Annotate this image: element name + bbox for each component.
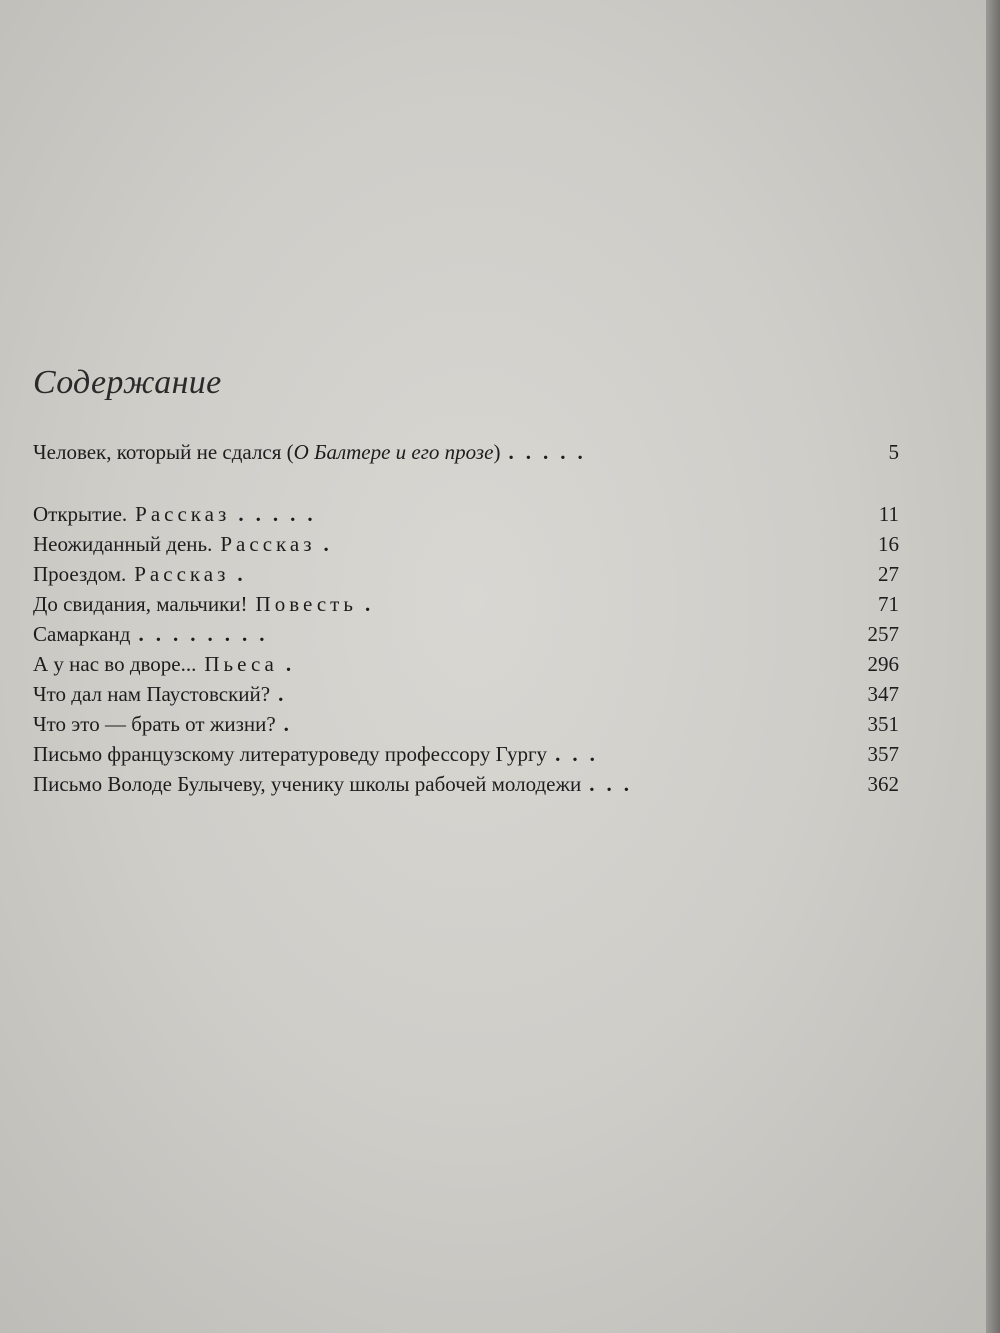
dot-leader: .	[283, 712, 301, 736]
toc-entry	[33, 649, 899, 679]
page-number: 27	[878, 562, 899, 586]
dot-leader: .	[364, 592, 383, 616]
page-edge	[986, 0, 1000, 1333]
toc-entry-text	[33, 440, 595, 465]
page-number: 351	[867, 712, 899, 736]
dot-leader: .	[237, 562, 255, 586]
entry-title: А у нас во дворе...	[33, 652, 197, 676]
entry-title: Проездом.	[33, 562, 127, 586]
entry-genre: Повесть	[255, 592, 357, 616]
page-number: 71	[878, 592, 899, 616]
page-number: 257	[867, 622, 899, 646]
entry-subtitle: О Балтере и его прозе	[293, 440, 494, 464]
toc-entry-text	[33, 772, 641, 797]
toc-entry-text	[33, 712, 301, 737]
entry-genre: Пьеса	[204, 652, 278, 676]
page-number: 362	[867, 772, 899, 796]
dot-leader: .	[285, 652, 304, 676]
entry-title: До свидания, мальчики!	[33, 592, 248, 616]
entry-genre: Рассказ	[135, 502, 231, 526]
toc-entry-text	[33, 562, 255, 587]
entry-title: Открытие.	[33, 502, 128, 526]
entry-title: Что дал нам Паустовский?	[33, 682, 271, 706]
toc-entry-text	[33, 622, 276, 647]
entry-title: Что это — брать от жизни?	[33, 712, 276, 736]
entry-title: Письмо Володе Булычеву, ученику школы рабочей молодежи	[33, 772, 582, 796]
toc-entry	[33, 769, 899, 799]
toc-title: Содержание	[33, 364, 222, 401]
entry-genre: Рассказ	[220, 532, 316, 556]
page-number: 296	[867, 652, 899, 676]
entry-paren: )	[493, 440, 501, 464]
toc-entry-text	[33, 532, 341, 557]
toc-entry-intro	[33, 437, 899, 467]
toc-entry-text	[33, 502, 325, 527]
dot-leader: .	[323, 532, 341, 556]
dot-leader: .	[278, 682, 296, 706]
entry-genre: Рассказ	[134, 562, 230, 586]
toc-entry	[33, 739, 899, 769]
toc-entry	[33, 499, 899, 529]
toc-entry-text	[33, 592, 382, 617]
toc-entry	[33, 679, 899, 709]
dot-leader: ...	[589, 772, 641, 796]
page-number: 347	[867, 682, 899, 706]
toc-entry-text	[33, 682, 295, 707]
dot-leader: .....	[238, 502, 325, 526]
toc-entry	[33, 709, 899, 739]
page-number: 5	[888, 440, 899, 464]
dot-leader: .....	[508, 440, 595, 464]
page-number: 16	[878, 532, 899, 556]
page-number: 11	[878, 502, 899, 526]
toc-entry	[33, 529, 899, 559]
dot-leader: ...	[555, 742, 607, 766]
toc-entry	[33, 589, 899, 619]
toc-entry	[33, 559, 899, 589]
toc-entry-text	[33, 652, 303, 677]
entry-title: Самарканд	[33, 622, 131, 646]
dot-leader: ........	[138, 622, 277, 646]
entry-title: Письмо французскому литературоведу профессору Гургу	[33, 742, 548, 766]
page-number: 357	[867, 742, 899, 766]
entry-title: Неожиданный день.	[33, 532, 213, 556]
toc-entry	[33, 619, 899, 649]
toc-entry-text	[33, 742, 607, 767]
entry-title: Человек, который не сдался (	[33, 440, 294, 464]
